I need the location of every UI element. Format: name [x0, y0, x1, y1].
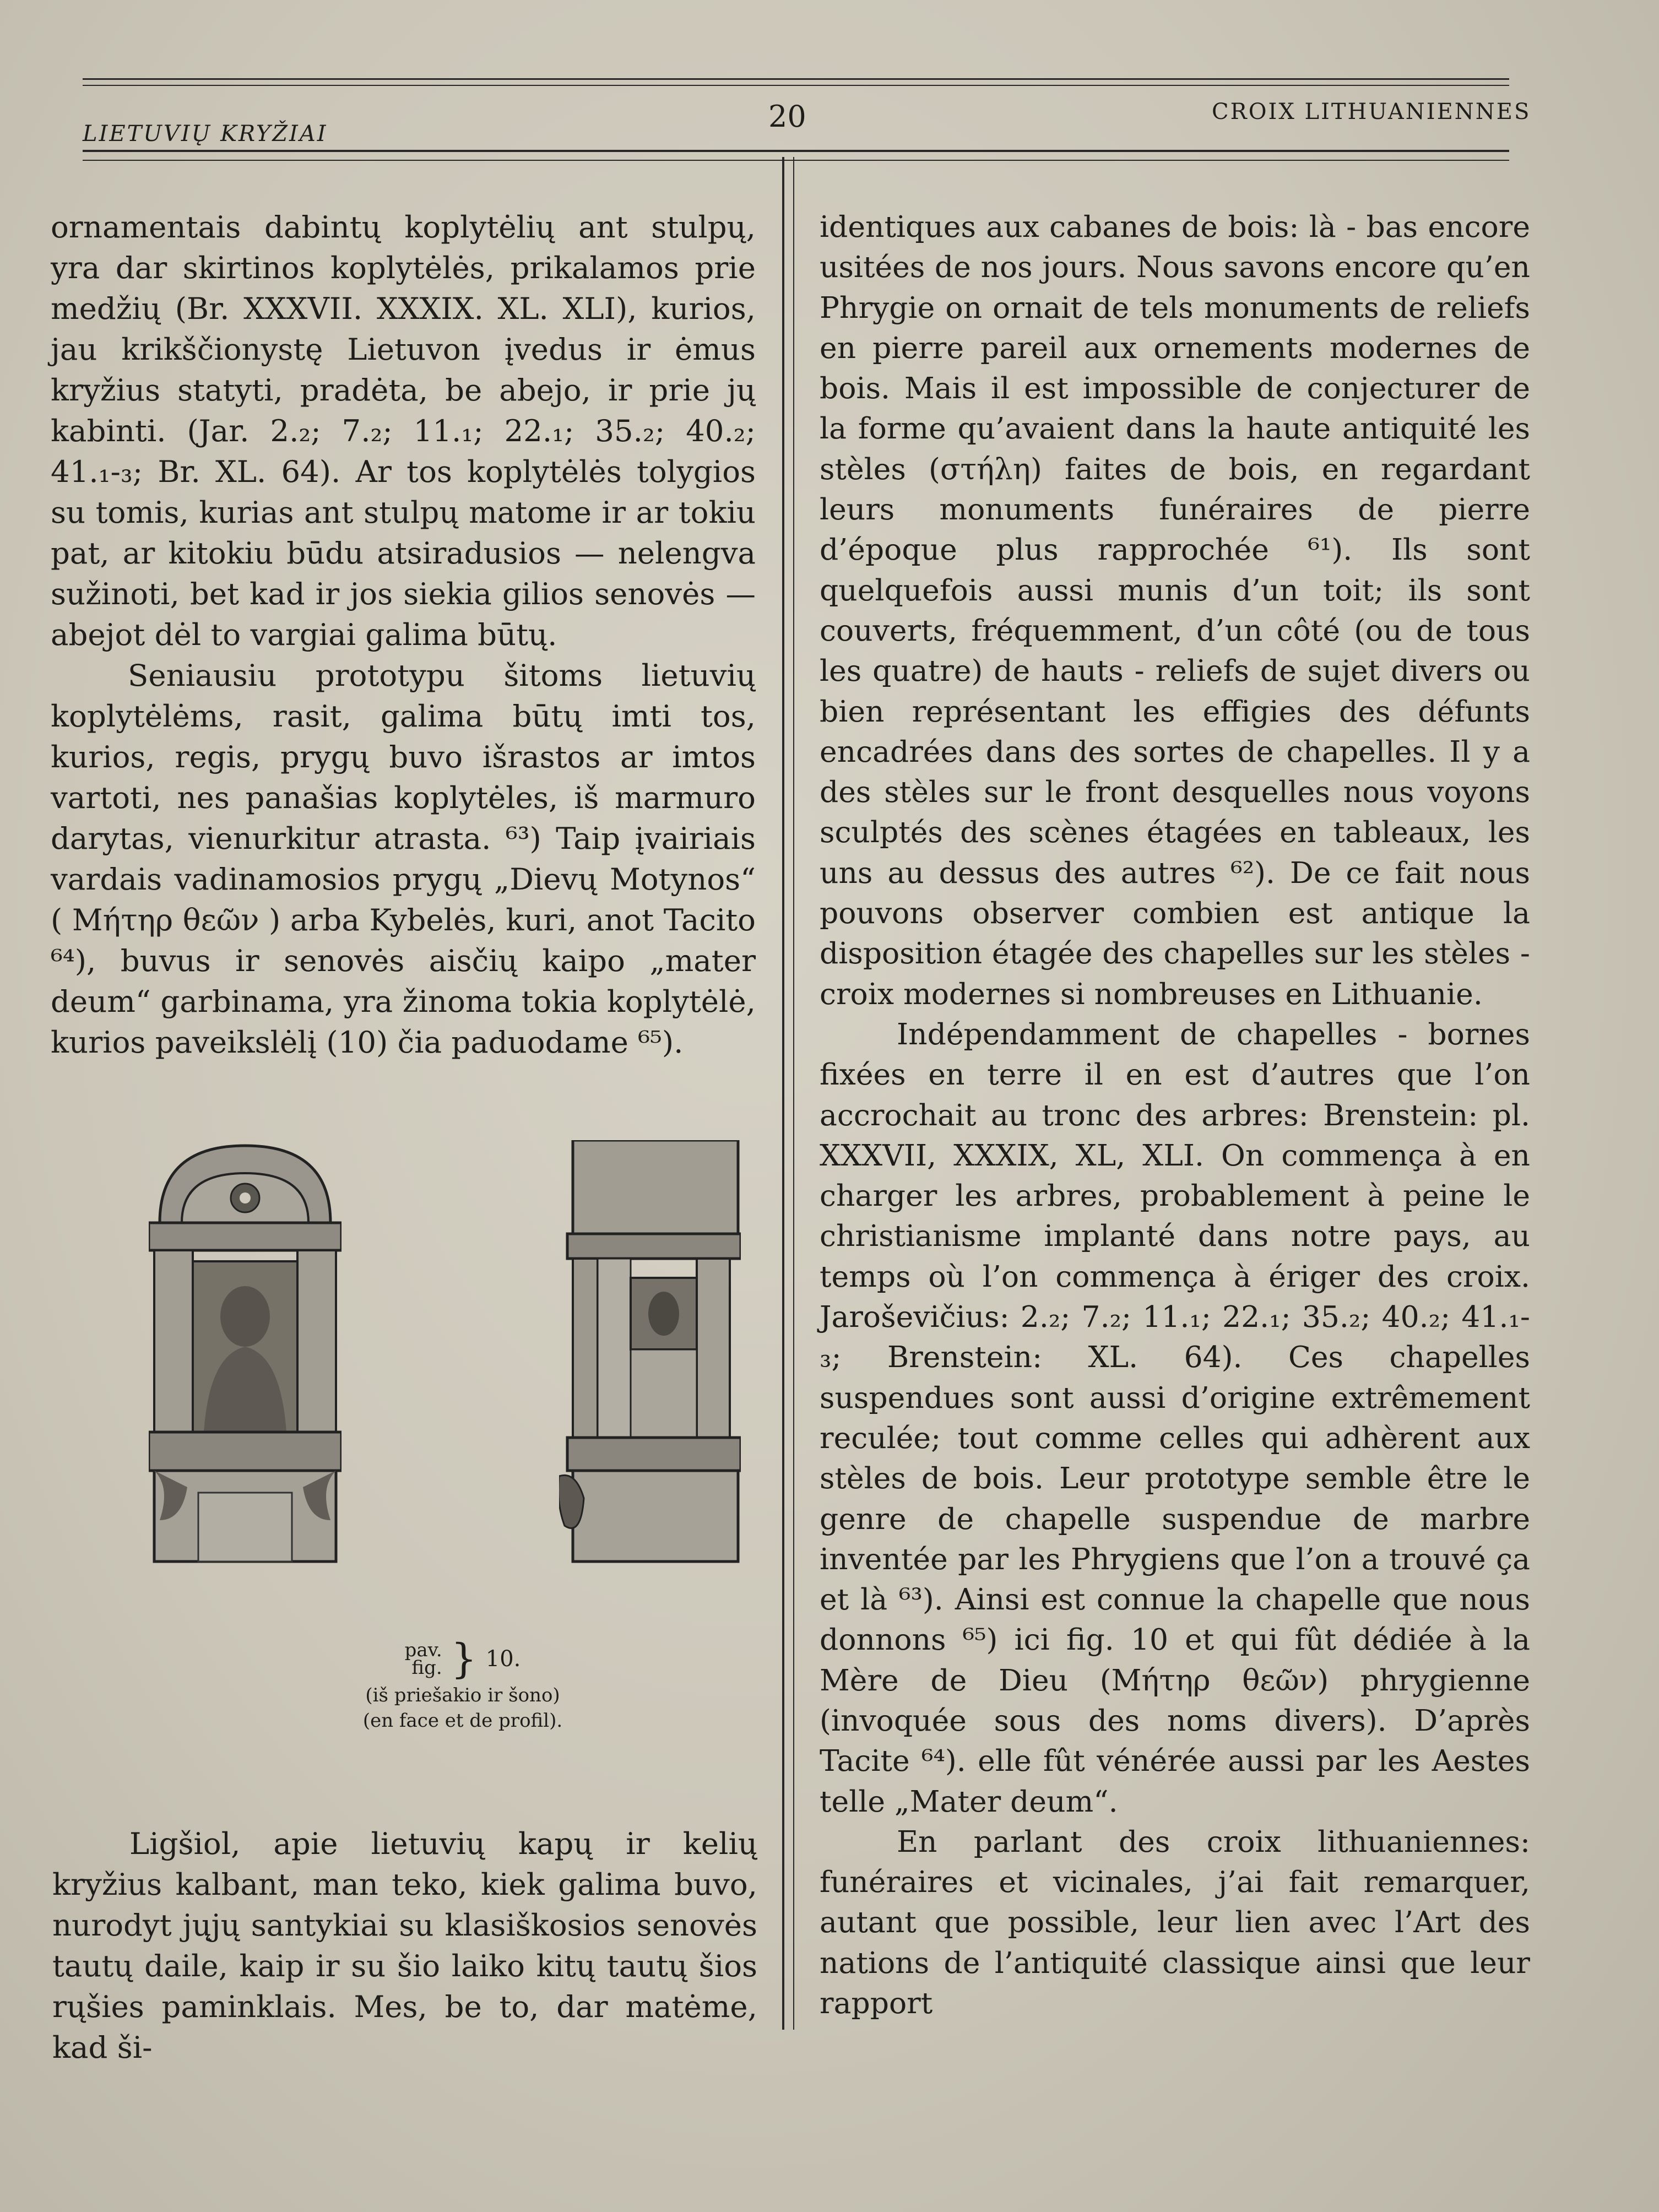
right-paragraph-3: En parlant des croix lithuaniennes: funéraires et vicinales, j’ai fait remarquer, autant que possible, leur lien avec l’Art des nations de l’antiquité classique ainsi que leur rapport [820, 1824, 1530, 2021]
chapel-profile-illustration [559, 1140, 741, 1564]
header-rule-bottom [83, 150, 1509, 152]
figure-label [297, 1635, 628, 1683]
header-rule-bottom-thin [83, 160, 1509, 161]
caption-line-lt: (iš priešakio ir šono) [365, 1684, 560, 1706]
running-head-right: CROIX LITHUANIENNES [1212, 99, 1531, 124]
caption-number: 10. [485, 1646, 521, 1672]
caption-pav: pav. [404, 1639, 442, 1661]
left-column-bottom [52, 1823, 757, 2068]
column-divider [782, 157, 784, 2030]
running-head-left: LIETUVIŲ KRYŽIAI [83, 121, 328, 147]
header-rule-top [83, 78, 1509, 80]
page-number: 20 [768, 99, 806, 134]
header-rule-top-thin [83, 85, 1509, 86]
caption-fig: fig. [411, 1657, 442, 1679]
right-paragraph-1: identiques aux cabanes de bois: là - bas encore usitées de nos jours. Nous savons encore qu’en Phrygie on ornait de tels monuments de reliefs en pierre pareil aux ornements modernes de bois. Mais il est impossible de conjecturer de la forme qu’avaient dans la haute antiquité les stèles (στήλη) faites de bois, en regardant leurs monuments funéraires de pierre d’époque plus rapprochée ⁶¹). Ils sont quelquefois aussi munis d’un toit; ils sont couverts, fréquemment, d’un côté (ou de tous les quatre) de hauts - reliefs de sujet divers ou bien représentant les effigies des défunts encadrées dans des sortes de chapelles. Il y a des stèles sur le front desquelles nous voyons sculptés des scènes étagées en tableaux, les uns au dessus des autres ⁶²). De ce fait nous pouvons observer combien est antique la disposition étagée des chapelles sur les stèles - croix modernes si nombreuses en Lithuanie. [820, 209, 1530, 1011]
caption-line-fr: (en face et de profil). [362, 1710, 563, 1732]
left-paragraph-3: Ligšiol, apie lietuvių kapų ir kelių kryžius kalbant, man teko, kiek galima buvo, nurodyt jųjų santykiai su klasiškosios senovės tautų daile, kaip ir su šio laiko kitų tautų šios rųšies paminklais. Mes, be to, dar matėme, kad ši- [52, 1826, 757, 2065]
column-divider-thin [793, 157, 794, 2030]
left-column-top [51, 207, 756, 1062]
figure-caption [297, 1635, 628, 1733]
right-column [820, 207, 1530, 2023]
chapel-front-illustration [149, 1135, 341, 1564]
right-paragraph-2: Indépendamment de chapelles - bornes fixées en terre il en est d’autres que l’on accrochait au tronc des arbres: Brenstein: pl. XXXVII, XXXIX, XL, XLI. On commença à en charger les arbres, probablement à peine le christianisme implanté dans notre pays, au temps où l’on commença à ériger des croix. Jaroševičius: 2.₂; 7.₂; 11.₁; 22.₁; 35.₂; 40.₂; 41.₁-₃; Brenstein: XL. 64). Ces chapelles suspendues sont aussi d’origine extrêmement reculée; tout comme celles qui adhèrent aux stèles de bois. Leur prototype semble être le genre de chapelle suspendue de marbre inventée par les Phrygiens que l’on a trouvé ça et là ⁶³). Ainsi est connue la chapelle que nous donnons ⁶⁵) ici fig. 10 et qui fût dédiée à la Mère de Dieu (Μήτηρ θεῶν) phrygienne (invoquée sous des noms divers). D’après Tacite ⁶⁴). elle fût vénérée aussi par les Aestes telle „Mater deum“. [820, 1016, 1530, 1819]
figure-label-words [405, 1641, 442, 1677]
left-paragraph-2: Seniausiu prototypu šitoms lietuvių koplytėlėms, rasit, galima būtų imti tos, kurios, regis, prygų buvo išrastos ar imtos vartoti, nes panašias koplytėles, iš marmuro darytas, vienurkitur atrasta. ⁶³) Taip įvairiais vardais vadinamosios prygų „Dievų Motynos“ ( Μήτηρ θεῶν ) arba Kybelės, kuri, anot Tacito ⁶⁴), buvus ir senovės aisčių kaipo „mater deum“ garbinama, yra žinoma tokia koplytėlė, kurios paveikslėlį (10) čia paduodame ⁶⁵). [51, 658, 756, 1060]
caption-brace: } [451, 1635, 477, 1683]
left-paragraph-1: ornamentais dabintų koplytėlių ant stulpų, yra dar skirtinos koplytėlės, prikalamos prie medžių (Br. XXXVII. XXXIX. XL. XLI), kurios, jau krikščionystę Lietuvon įvedus ir ėmus kryžius statyti, pradėta, be abejo, ir prie jų kabinti. (Jar. 2.₂; 7.₂; 11.₁; 22.₁; 35.₂; 40.₂; 41.₁-₃; Br. XL. 64). Ar tos koplytėlės tolygios su tomis, kurias ant stulpų matome ir ar tokiu pat, ar kitokiu būdu atsiradusios — nelengva sužinoti, bet kad ir jos siekia gilios senovės — abejot dėl to vargiai galima būtų. [51, 209, 756, 652]
